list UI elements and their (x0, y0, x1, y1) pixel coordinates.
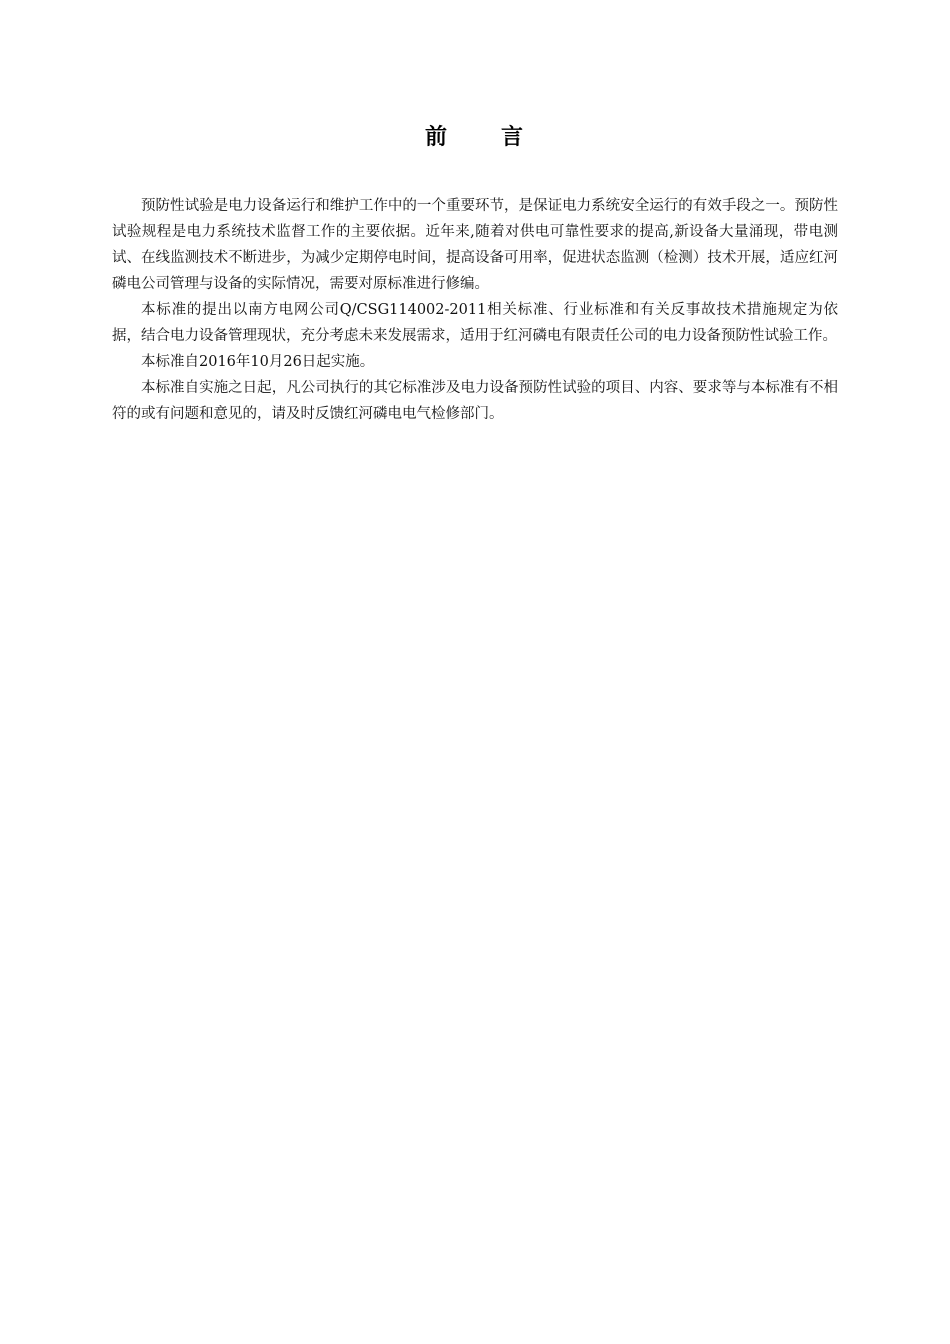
page-title (0, 120, 950, 151)
page-title-part2: 言 (501, 124, 526, 150)
document-body (112, 193, 838, 427)
page-title-part1: 前 (424, 124, 449, 150)
paragraph-purpose: 预防性试验是电力设备运行和维护工作中的一个重要环节，是保证电力系统安全运行的有效手段之一。预防性试验规程是电力系统技术监督工作的主要依据。近年来,随着对供电可靠性要求的提高,新设备大量涌现，带电测试、在线监测技术不断进步，为减少定期停电时间，提高设备可用率，促进状态监测（检测）技术开展，适应红河磷电公司管理与设备的实际情况，需要对原标准进行修编。 (112, 198, 838, 292)
paragraph-feedback: 本标准自实施之日起，凡公司执行的其它标准涉及电力设备预防性试验的项目、内容、要求等与本标准有不相符的或有问题和意见的，请及时反馈红河磷电电气检修部门。 (112, 380, 838, 422)
paragraph-basis: 本标准的提出以南方电网公司Q/CSG114002-2011相关标准、行业标准和有关反事故技术措施规定为依据，结合电力设备管理现状，充分考虑未来发展需求，适用于红河磷电有限责任公司的电力设备预防性试验工作。 (112, 302, 838, 344)
paragraph-effective-date: 本标准自2016年10月26日起实施。 (141, 354, 375, 370)
